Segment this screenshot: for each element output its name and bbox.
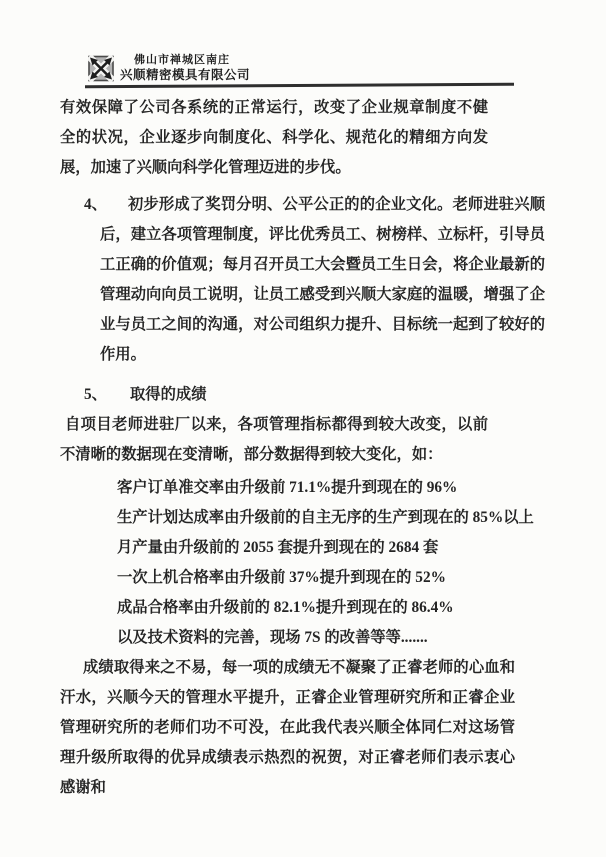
crossed-arrows-icon <box>88 55 114 82</box>
letterhead-divider <box>85 83 514 89</box>
company-letterhead <box>88 54 250 82</box>
numbered-item-5 <box>84 380 545 410</box>
achievement-line: 客户订单准交率由升级前 71.1%提升到现在的 96% <box>117 479 458 496</box>
achievement-line: 以及技术资料的完善，现场 7S 的改善等等....... <box>117 629 428 646</box>
achievements-list <box>117 473 545 653</box>
company-name-block <box>120 54 250 82</box>
item-5-number: 5、 <box>84 386 107 403</box>
achievement-line: 成品合格率由升级前的 82.1%提升到现在的 86.4% <box>117 599 454 616</box>
achievements-intro: 自项目老师进驻厂以来，各项管理指标都得到较大改变，以前不清晰的数据现在变清晰，部分数据得到较大变化，如： <box>60 416 488 463</box>
company-logo-icon <box>88 55 114 82</box>
item-4-number: 4、 <box>84 196 107 213</box>
achievement-line: 月产量由升级前的 2055 套提升到现在的 2684 套 <box>117 539 439 556</box>
achievement-line: 一次上机合格率由升级前 37%提升到现在的 52% <box>117 569 446 586</box>
intro-paragraph: 有效保障了公司各系统的正常运行，改变了企业规章制度不健全的状况，企业逐步向制度化、科学化、规范化的精细方向发展，加速了兴顺向科学化管理迈进的步伐。 <box>60 99 488 176</box>
achievement-line: 生产计划达成率由升级前的自主无序的生产到现在的 85%以上 <box>117 509 534 526</box>
company-name-line: 兴顺精密模具有限公司 <box>120 68 251 82</box>
item-4-text: 初步形成了奖罚分明、公平公正的的企业文化。老师进驻兴顺后，建立各项管理制度，评比优秀员工、树榜样、立标杆，引导员工正确的价值观；每月召开员工大会暨员工生日会，将企业最新的管理动向向员工说明，让员工感受到兴顺大家庭的温暖，增强了企业与员工之间的沟通，对公司组织力提升、目标统一起到了较好的作用。 <box>100 196 545 363</box>
numbered-item-4 <box>84 190 545 370</box>
document-body <box>60 93 545 803</box>
item-5-heading: 取得的成绩 <box>130 386 207 403</box>
company-district-line: 佛山市禅城区南庄 <box>134 54 230 66</box>
closing-paragraph: 成绩取得来之不易，每一项的成绩无不凝聚了正睿老师的心血和汗水，兴顺今天的管理水平提升，正睿企业管理研究所和正睿企业管理研究所的老师们功不可没，在此我代表兴顺全体同仁对这场管理升级所取得的优异成绩表示热烈的祝贺，对正睿老师们表示衷心感谢和 <box>60 659 515 796</box>
